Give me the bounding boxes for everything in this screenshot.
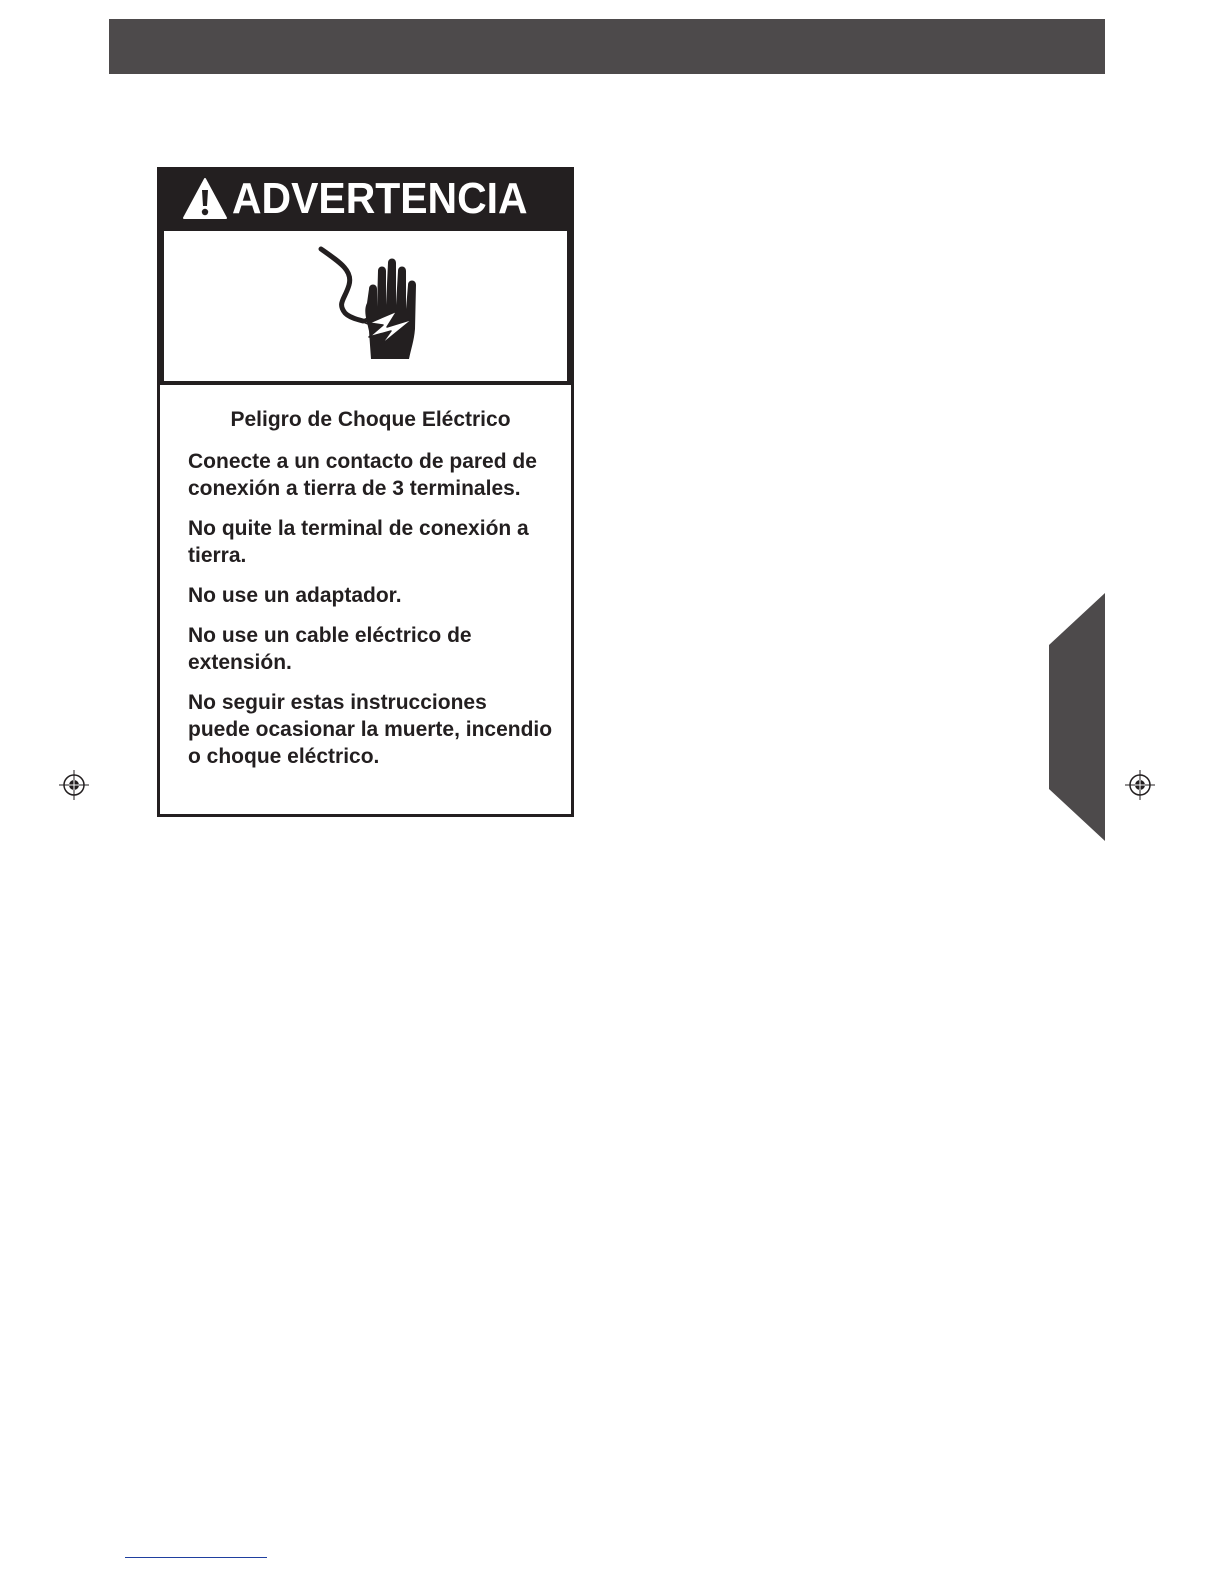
registration-mark-icon: [1125, 770, 1155, 800]
section-side-tab: [1049, 593, 1105, 841]
footer-rule: [125, 1557, 267, 1558]
instruction-item: Conecte a un contacto de pared de conexión a tierra de 3 terminales.: [188, 450, 537, 501]
warning-box: [157, 167, 574, 817]
hazard-title: Peligro de Choque Eléctrico: [230, 408, 511, 431]
symbol-panel: [160, 231, 571, 385]
warning-header: [160, 170, 571, 231]
instruction-item: No use un adaptador.: [188, 584, 402, 608]
warning-text: [160, 385, 571, 770]
instruction-item: No quite la terminal de conexión a tierra.: [188, 517, 529, 568]
instruction-item: No use un cable eléctrico de extensión.: [188, 624, 472, 675]
warning-triangle-icon: [182, 177, 228, 221]
instruction-item: No seguir estas instrucciones puede ocasionar la muerte, incendio o choque eléctrico.: [188, 691, 553, 769]
registration-mark-icon: [59, 770, 89, 800]
electric-shock-hand-icon: [301, 241, 431, 371]
warning-title: ADVERTENCIA: [231, 174, 528, 223]
page-header-bar: [109, 19, 1105, 74]
